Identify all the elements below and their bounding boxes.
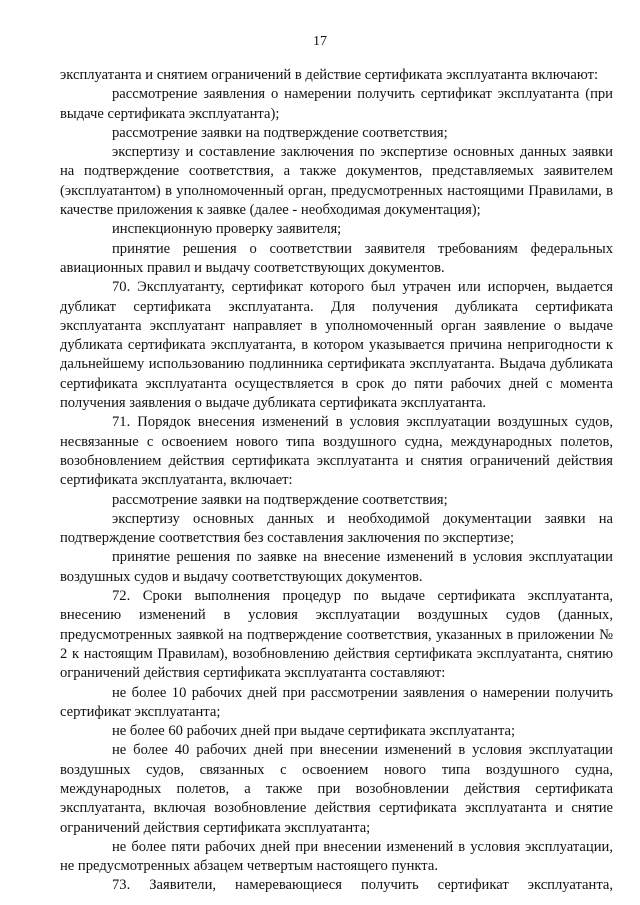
paragraph: экспертизу основных данных и необходимой документации заявки на подтверждение соответствия без составления заключения по экспертизе; (60, 510, 613, 547)
paragraph: принятие решения по заявке на внесение изменений в условия эксплуатации воздушных судов и выдачу соответствующих документов. (60, 549, 613, 585)
document-body (60, 66, 613, 896)
paragraph: эксплуатанта и снятием ограничений в действие сертификата эксплуатанта включают: (60, 67, 599, 83)
paragraph: не более 40 рабочих дней при внесении изменений в условия эксплуатации воздушных судов, связанных с освоением нового типа воздушного судна, международных полетов, а также при возобновлении действия сертификата эксплуатанта, включая возобновление действия сертификата эксплуатанта и снятие ограничений действия сертификата эксплуатанта; (60, 742, 613, 836)
paragraph: экспертизу и составление заключения по экспертизе основных данных заявки на подтверждение соответствия, а также документов, представляемых заявителем (эксплуатантом) в уполномоченный орган, предусмотренных настоящими Правилами, в качестве приложения к заявке (далее - необходимая документация); (60, 144, 613, 219)
paragraph: не более пяти рабочих дней при внесении изменений в условия эксплуатации, не предусмотренных абзацем четвертым настоящего пункта. (60, 838, 613, 875)
paragraph-item-70: 70. Эксплуатанту, сертификат которого был утрачен или испорчен, выдается дубликат сертификата эксплуатанта. Для получения дубликата сертификата эксплуатанта эксплуатант направляет в уполномоченный орган заявление о выдаче дубликата сертификата эксплуатанта, в котором указывается причина непригодности к дальнейшему использованию подлинника сертификата эксплуатанта. Выдача дубликата сертификата эксплуатанта осуществляется в срок до пяти рабочих дней с момента получения заявления о выдаче дубликата сертификата эксплуатанта. (60, 279, 613, 412)
paragraph: рассмотрение заявки на подтверждение соответствия; (112, 491, 448, 508)
paragraph: инспекционную проверку заявителя; (112, 221, 342, 238)
paragraph: не более 60 рабочих дней при выдаче сертификата эксплуатанта; (112, 723, 516, 740)
paragraph-item-71: 71. Порядок внесения изменений в условия эксплуатации воздушных судов, несвязанные с освоением нового типа воздушного судна, международных полетов, возобновлением действия сертификата эксплуатанта и снятия ограничений действия сертификата эксплуатанта, включает: (60, 414, 613, 489)
paragraph-item-73: 73. Заявители, намеревающиеся получить сертификат эксплуатанта, (112, 877, 613, 894)
paragraph-item-72: 72. Сроки выполнения процедур по выдаче сертификата эксплуатанта, внесению изменений в условия эксплуатации воздушных судов (данных, предусмотренных заявкой на подтверждение соответствия, указанных в приложении № 2 к настоящим Правилам), возобновлению действия сертификата эксплуатанта, снятию ограничений действия сертификата эксплуатанта составляют: (60, 588, 613, 682)
page-number: 17 (313, 34, 327, 49)
paragraph: принятие решения о соответствии заявителя требованиям федеральных авиационных правил и выдачу соответствующих документов. (60, 240, 613, 276)
paragraph: рассмотрение заявки на подтверждение соответствия; (112, 124, 448, 141)
paragraph: рассмотрение заявления о намерении получить сертификат эксплуатанта (при выдаче сертификата эксплуатанта); (60, 86, 613, 122)
paragraph: не более 10 рабочих дней при рассмотрении заявления о намерении получить сертификат эксплуатанта; (60, 684, 613, 720)
